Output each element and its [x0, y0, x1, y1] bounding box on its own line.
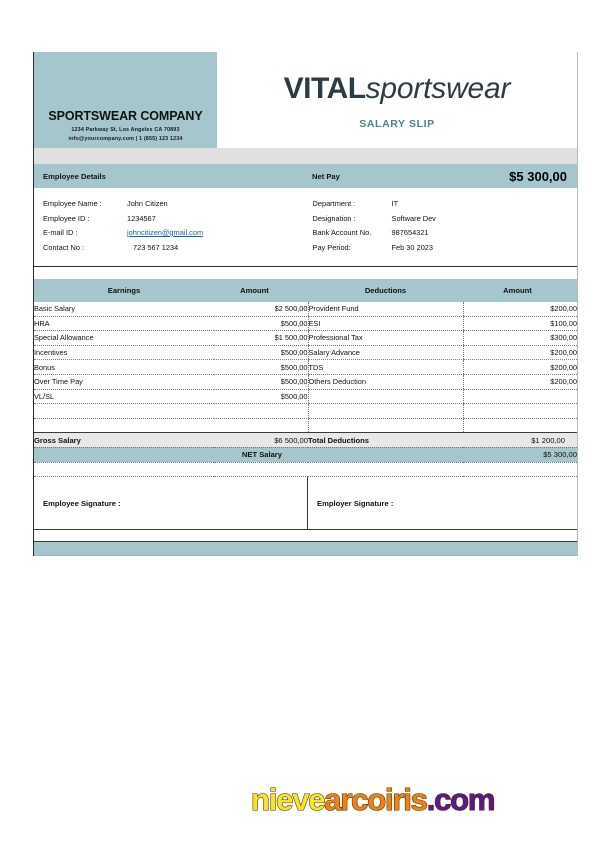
table-row	[34, 345, 577, 360]
logo-text-bold: VITAL	[283, 72, 366, 105]
watermark-part-nieve: nieve	[251, 782, 325, 817]
deduction-amount: $200,00	[463, 360, 577, 375]
header-separator-band	[34, 148, 577, 164]
field-label: Bank Account No.	[312, 228, 372, 237]
field-value: John Citizen	[127, 199, 168, 208]
document-header	[34, 52, 577, 148]
brand-block	[217, 52, 577, 148]
info-row	[313, 197, 577, 212]
deduction-label: Salary Advance	[308, 345, 463, 360]
net-pay-value: $5 300,00	[509, 168, 567, 184]
company-info-block	[34, 52, 217, 148]
watermark-part-com: com	[434, 782, 495, 817]
field-value: IT	[391, 199, 399, 208]
signature-block	[34, 477, 577, 530]
deduction-label: Others Deduction	[308, 374, 463, 389]
earning-label: Special Allowance	[34, 331, 214, 346]
employee-signature-label: Employee Signature :	[43, 498, 121, 508]
total-deductions-value: $1 200,00	[463, 433, 577, 448]
field-label: Employee Name :	[43, 199, 102, 208]
company-address: 1234 Parkway St, Los Angeles CA 70893	[71, 127, 180, 133]
earning-amount	[214, 404, 308, 419]
gross-salary-row	[34, 433, 577, 448]
field-value: 723 567 1234	[133, 242, 179, 252]
column-header-deductions-amount: Amount	[463, 279, 577, 302]
info-row	[43, 197, 306, 212]
watermark-part-dot: .	[426, 782, 435, 817]
deduction-amount: $200,00	[463, 345, 577, 360]
deduction-amount	[463, 389, 577, 404]
field-label: Employee ID :	[43, 213, 90, 223]
deduction-amount: $200,00	[463, 374, 577, 389]
table-row	[34, 418, 577, 433]
post-total-blank-row	[34, 462, 577, 477]
net-salary-row	[34, 447, 577, 462]
info-row	[43, 241, 306, 256]
deduction-label	[308, 389, 463, 404]
column-header-earnings-amount: Amount	[214, 279, 308, 302]
deduction-amount: $100,00	[463, 316, 577, 331]
earning-amount: $2 500,00	[214, 302, 308, 316]
column-header-deductions: Deductions	[308, 279, 463, 302]
field-value: Software Dev	[391, 213, 436, 223]
earning-label: VL/SL	[34, 389, 214, 404]
employee-info-right-column	[306, 197, 577, 255]
table-top-spacer	[34, 267, 577, 279]
earning-amount: $500,00	[214, 389, 308, 404]
earning-label: HRA	[34, 316, 214, 331]
deduction-label: Professional Tax	[308, 331, 463, 346]
earning-amount	[214, 418, 308, 433]
field-value: 1234567	[127, 213, 156, 223]
info-row	[43, 226, 306, 241]
deduction-label	[308, 404, 463, 419]
table-row	[34, 302, 577, 316]
field-label: Designation :	[312, 213, 356, 223]
company-contact: info@yourcompany.com | 1 (855) 123 1234	[68, 136, 183, 142]
table-row	[34, 389, 577, 404]
info-row	[313, 212, 577, 227]
field-label: E-mail ID :	[43, 228, 78, 237]
net-salary-blank	[308, 447, 463, 462]
table-header-row	[34, 279, 577, 302]
earning-amount: $1 500,00	[214, 331, 308, 346]
earning-label: Incentives	[34, 345, 214, 360]
total-deductions-label: Total Deductions	[308, 433, 463, 448]
signature-bottom-spacer	[34, 530, 577, 542]
summary-bar	[34, 164, 577, 188]
deduction-amount	[463, 418, 577, 433]
field-label: Department :	[312, 199, 356, 208]
employer-signature-field[interactable]	[308, 477, 577, 529]
document-footer-bar	[34, 542, 577, 556]
site-watermark	[251, 784, 494, 815]
deduction-label: Provident Fund	[308, 302, 463, 316]
deduction-label: TDS	[308, 360, 463, 375]
employee-email-link[interactable]: johncitizen@gmail.com	[127, 228, 204, 237]
field-value: Feb 30 2023	[391, 242, 434, 252]
employee-details-label: Employee Details	[43, 171, 106, 181]
column-header-earnings: Earnings	[34, 279, 214, 302]
earning-amount: $500,00	[214, 360, 308, 375]
employee-signature-field[interactable]	[34, 477, 308, 529]
earning-label: Over Time Pay	[34, 374, 214, 389]
net-salary-spacer	[34, 447, 214, 462]
earnings-deductions-table	[34, 279, 577, 477]
net-salary-value: $5 300,00	[463, 447, 577, 462]
gross-salary-label: Gross Salary	[34, 433, 214, 448]
earning-label: Basic Salary	[34, 302, 214, 316]
company-name: SPORTSWEAR COMPANY	[48, 109, 203, 123]
table-row	[34, 316, 577, 331]
field-value: 987654321	[391, 228, 429, 237]
employee-info-left-column	[34, 197, 306, 255]
earning-amount: $500,00	[214, 345, 308, 360]
employer-signature-label: Employer Signature :	[317, 498, 394, 508]
deduction-label: ESI	[308, 316, 463, 331]
brand-logo	[284, 74, 511, 104]
table-row	[34, 331, 577, 346]
info-row	[43, 212, 306, 227]
info-row	[313, 226, 577, 241]
deduction-amount: $200,00	[463, 302, 577, 316]
employee-info-block	[34, 188, 577, 267]
info-row	[313, 241, 577, 256]
deduction-amount: $300,00	[463, 331, 577, 346]
logo-text-italic: sportswear	[365, 72, 511, 105]
table-body	[34, 302, 577, 477]
table-row	[34, 360, 577, 375]
earning-label	[34, 404, 214, 419]
net-pay-label: Net Pay	[312, 171, 340, 181]
gross-salary-value: $6 500,00	[214, 433, 308, 448]
deduction-label	[308, 418, 463, 433]
page-title: SALARY SLIP	[359, 118, 435, 130]
table-row	[34, 404, 577, 419]
field-label: Contact No :	[43, 242, 85, 252]
net-salary-label: NET Salary	[214, 447, 308, 462]
table-row	[34, 374, 577, 389]
earning-amount: $500,00	[214, 316, 308, 331]
salary-slip-document	[33, 52, 578, 556]
watermark-part-arcoiris: arcoiris	[324, 782, 427, 817]
earning-label: Bonus	[34, 360, 214, 375]
field-label: Pay Period:	[312, 242, 351, 252]
earning-amount: $500,00	[214, 374, 308, 389]
deduction-amount	[463, 404, 577, 419]
earning-label	[34, 418, 214, 433]
